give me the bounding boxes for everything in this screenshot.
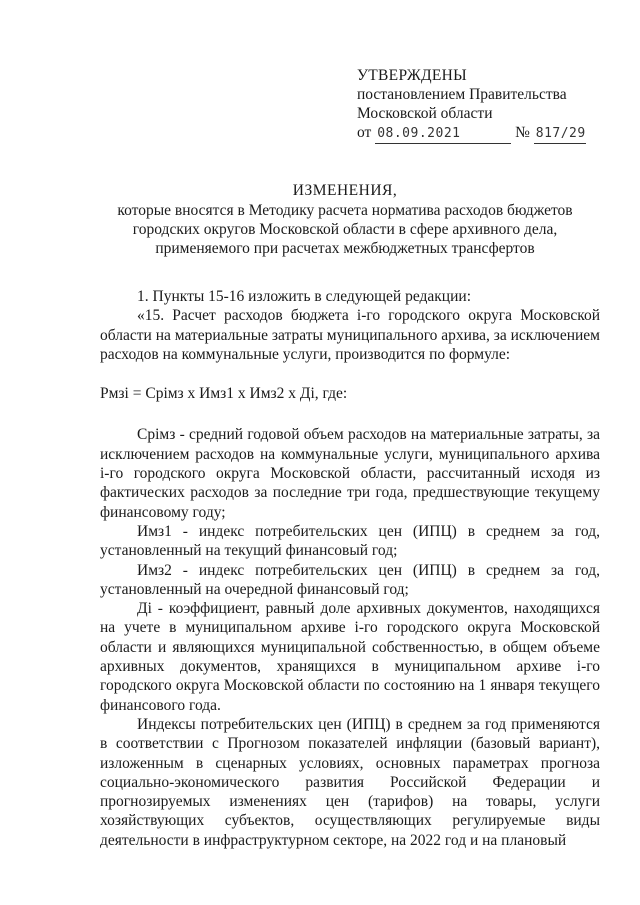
formula: Рмзi = Срiмз х Имз1 х Имз2 х Дi, где: (100, 385, 348, 403)
paragraph-15: «15. Расчет расходов бюджета i-го городского округа Московской области на материальные затраты муниципального архива, за исключением расходов на коммунальные услуги, производится по формуле: (100, 307, 600, 363)
definition-di: Дi - коэффициент, равный доле архивных документов, находящихся на учете в муниципальном архиве i-го городского округа Московской области и являющихся муниципальной собственностью, в общем объеме архивных документов, хранящихся в муниципальном архиве i-го городского округа Московской области по состоянию на 1 января текущего финансового года. (100, 600, 600, 714)
title-line-3: применяемого при расчетах межбюджетных трансфертов (155, 240, 535, 257)
approval-line-1: постановлением Правительства (357, 86, 567, 103)
title-line-1: которые вносятся в Методику расчета норматива расходов бюджетов (117, 202, 573, 219)
approval-line-2: Московской области (357, 105, 493, 122)
approval-date-number-line (357, 123, 617, 144)
document-title: ИЗМЕНЕНИЯ, (292, 182, 398, 199)
item-1: 1. Пункты 15-16 изложить в следующей редакции: (137, 288, 471, 305)
ipc-paragraph: Индексы потребительских цен (ИПЦ) в среднем за год применяются в соответствии с Прогнозом показателей инфляции (базовый вариант), изложенным в сценарных условиях, основных параметрах прогноза социально-экономического развития Российской Федерации и прогнозируемых изменениях цен (тарифов) на товары, услуги хозяйствующих субъектов, осуществляющих регулируемые виды деятельности в инфраструктурном секторе, на 2022 год и на плановый (100, 715, 600, 849)
number-label: № (515, 124, 530, 141)
definition-imz2: Имз2 - индекс потребительских цен (ИПЦ) в среднем за год, установленный на очередной финансовый год; (100, 561, 600, 598)
definition-imz1: Имз1 - индекс потребительских цен (ИПЦ) в среднем за год, установленный на текущий финансовый год; (100, 522, 600, 560)
document-body (100, 287, 600, 850)
approval-block (357, 66, 617, 144)
from-label: от (357, 124, 372, 141)
approval-number: 817/29 (534, 124, 586, 144)
definition-srimz: Срiмз - средний годовой объем расходов на материальные затраты, за исключением расходов на коммунальные услуги, муниципального архива i-го городского округа Московской области, рассчитанный исходя из фактических расходов за последние три года, предшествующие текущему финансовому году; (100, 426, 600, 521)
title-block (100, 181, 590, 258)
title-line-2: городских округов Московской области в сфере архивного дела, (132, 221, 558, 238)
approval-date: 08.09.2021 (375, 124, 511, 144)
approval-heading: УТВЕРЖДЕНЫ (357, 67, 467, 84)
